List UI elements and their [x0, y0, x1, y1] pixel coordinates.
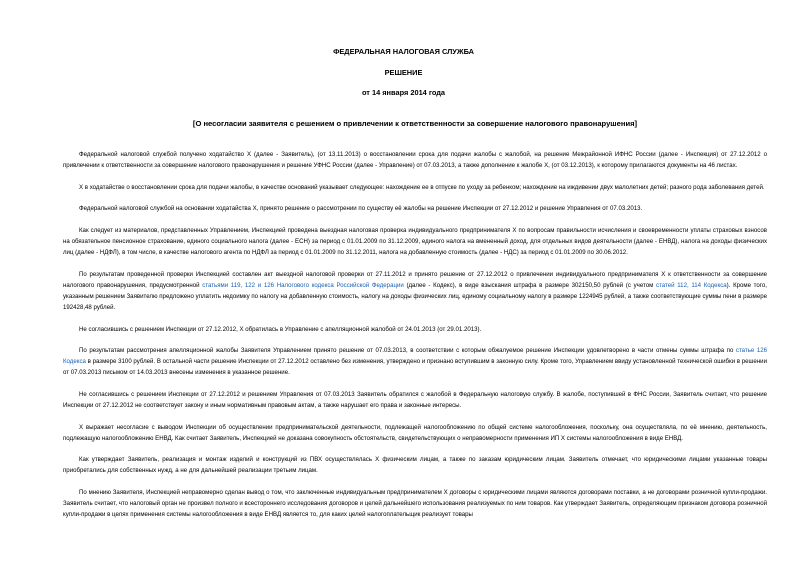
paragraph-8: Не согласившись с решением Инспекции от 27.12.2012 и решением Управления от 07.03.2013 Заявитель обратился с жалобой в Федеральную налоговую службу. В жалобе, поступившей в ФНС России, Заявитель считает, что решение Инспекции от 27.12.2012 не соответствует закону и иным нормативным правовым актам, а также нарушает его права и законные интересы.: [63, 390, 767, 409]
paragraph-5-text-a: По результатам проведенной проверки Инспекцией составлен акт выездной налоговой проверки от 27.11.2012 и принято решение от 27.12.2012 о привлечении индивидуального предпринимателя Х к ответственности за совершение налогового правонарушения, предусмотренной: [63, 270, 767, 289]
link-tax-code-articles[interactable]: статьями 119, 122 и 126 Налогового кодекса Российской Федерации: [202, 281, 404, 289]
paragraph-10: Как утверждает Заявитель, реализация и монтаж изделий и конструкций из ПВХ осуществлялась Х физическим лицам, а также по заказам юридическим лицам. Заявитель отмечает, что юридическими лицами указанные товары приобретались для собственных нужд, а не для дальнейшей реализации третьим лицам.: [63, 456, 767, 475]
link-articles-112-114[interactable]: статей 112, 114 Кодекса: [656, 281, 727, 289]
paragraph-5: [63, 269, 767, 313]
link-article-126[interactable]: статье 126 Кодекса: [63, 347, 767, 366]
paragraph-5-text-b: (далее - Кодекс), в виде взыскания штрафа в размере 302150,50 рублей (с учетом: [403, 281, 657, 289]
paragraph-7-text-a: По результатам рассмотрения апелляционной жалобы Заявителя Управлением принято решение от 07.03.2013, в соответствии с которым обжалуемое решение Инспекции удовлетворено в части отмены суммы штрафа по: [79, 347, 736, 355]
doc-subject: [О несогласии заявителя с решением о привлечении к ответственности за совершение налогового правонарушения]: [192, 119, 638, 128]
doc-date: от 14 января 2014 года: [361, 88, 446, 97]
paragraph-3: Федеральной налоговой службой на основании ходатайства Х, принято решение о рассмотрении по существу её жалобы на решение Инспекции от 27.12.2012 и решение Управления от 07.03.2013.: [79, 205, 643, 213]
paragraph-5-text-c: ). Кроме того, указанным решением Заявителю предложено уплатить недоимку по налогу на добавленную стоимость, налогу на доходы физических лиц, единому социальному налогу в размере 1224945 рублей, а также соответствующие суммы пени в размере 192428,48 рублей.: [63, 281, 767, 311]
paragraph-4: Как следует из материалов, представленных Управлением, Инспекцией проведена выездная налоговая проверка индивидуального предпринимателя Х по вопросам правильности исчисления и своевременности уплаты страховых взносов на обязательное пенсионное страхование, единого социального налога (далее - ЕСН) за период с 01.01.2009 по 31.12.2009, единого налога на вмененный доход, для отдельных видов деятельности (далее - ЕНВД), налога на доходы физических лиц (далее - НДФЛ), в том числе, в качестве налогового агента по НДФЛ за период с 01.01.2009 по 31.12.2011, налога на добавленную стоимость (далее - НДС) за период с 01.01.2009 по 30.06.2012.: [63, 226, 767, 257]
doc-body: [63, 149, 767, 531]
paragraph-11: По мнению Заявителя, Инспекцией неправомерно сделан вывод о том, что заключенные индивидуальным предпринимателем Х договоры с юридическими лицами являются договорами поставки, а не договорами розничной купли-продажи. Заявитель считает, что налоговый орган не произвел полного и всестороннего исследования договоров и целей дальнейшего использования реализуемых по ним товаров. Как утверждает Заявитель, определяющим признаком договора розничной купли-продажи в целях применения системы налогообложения в виде ЕНВД является то, для каких целей налогоплательщик реализует товары: [63, 488, 767, 519]
paragraph-2: Х в ходатайстве о восстановлении срока для подачи жалобы, в качестве оснований указывает следующее: нахождение ее в отпуске по уходу за ребенком; нахождение на иждивении двух малолетних детей; разного рода заболевания детей.: [79, 183, 765, 191]
paragraph-7-text-b: в размере 3100 рублей. В остальной части решение Инспекции от 27.12.2012 оставлено без изменения, утверждено и признано вступившим в законную силу. Кроме того, Управлением ввиду установленной технической ошибки в решении от 07.03.2013 письмом от 14.03.2013 внесены изменения в указанное решение.: [63, 358, 767, 377]
paragraph-7: [63, 345, 767, 378]
paragraph-1: Федеральной налоговой службой получено ходатайство Х (далее - Заявитель), (от 13.11.2013) о восстановлении срока для подачи жалобы с жалобой, на решение Межрайонной ИФНС России (далее - Инспекция) от 27.12.2012 о привлечении к ответственности за совершение налогового правонарушения и решение УФНС России (далее - Управление) от 07.03.2013, а также дополнение к жалобе Х, (от 03.12.2013), к которому прилагаются документы на 46 листах.: [63, 151, 767, 170]
paragraph-6: Не согласившись с решением Инспекции от 27.12.2012, Х обратилась в Управление с апелляционной жалобой от 24.01.2013 (от 29.01.2013).: [79, 325, 482, 333]
agency-title: ФЕДЕРАЛЬНАЯ НАЛОГОВАЯ СЛУЖБА: [333, 47, 474, 56]
doc-type-title: РЕШЕНИЕ: [384, 68, 423, 77]
paragraph-9: Х выражает несогласие с выводом Инспекции об осуществлении предпринимательской деятельности, подлежащей налогообложению по общей системе налогообложения, поскольку, она осуществляла, по её мнению, деятельность, подлежащую налогообложению ЕНВД. Как считает Заявитель, Инспекцией не доказана совокупность обстоятельств, свидетельствующих о неправомерности применения ИП Х системы налогообложения в виде ЕНВД.: [63, 423, 767, 442]
